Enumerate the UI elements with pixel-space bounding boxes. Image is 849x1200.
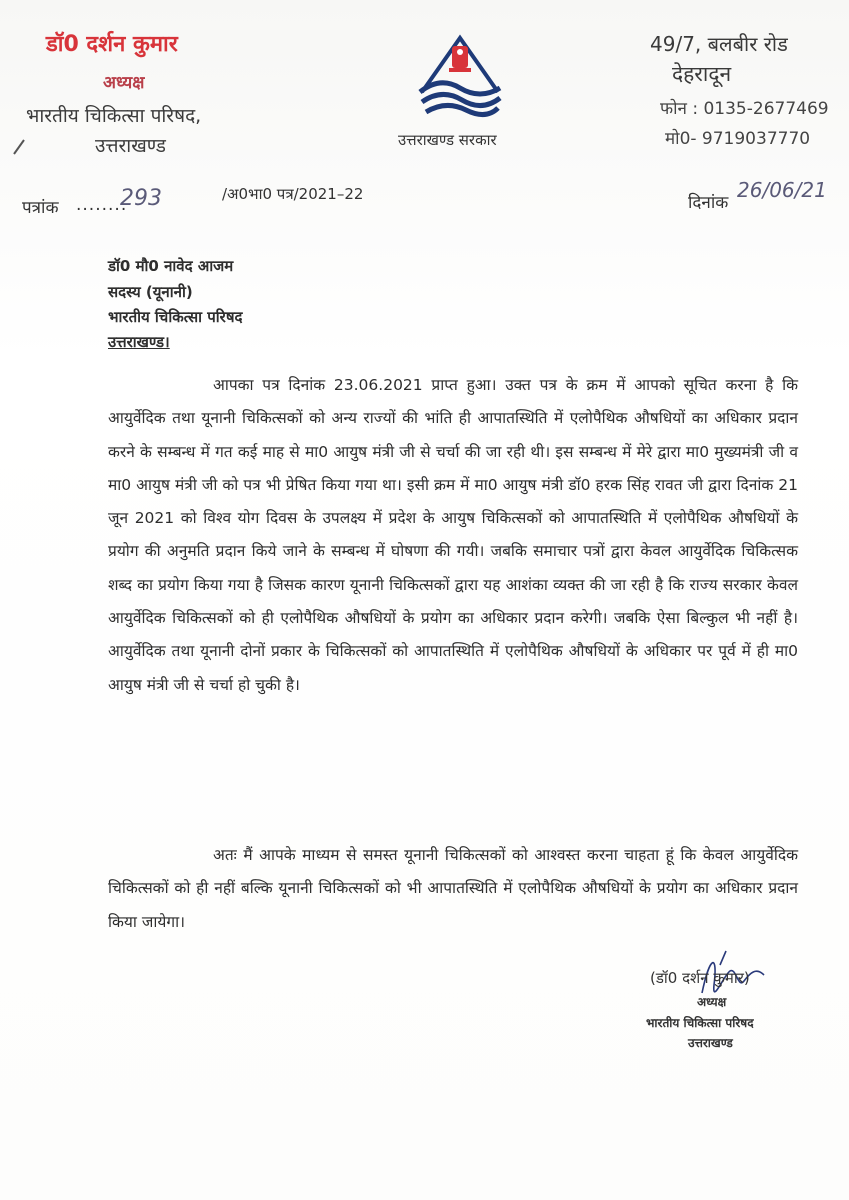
letterhead-state: उत्तराखण्ड <box>95 135 166 157</box>
reference-label: पत्रांक <box>22 198 59 218</box>
signatory-name: (डॉ0 दर्शन कुमार) <box>650 969 750 987</box>
government-label: उत्तराखण्ड सरकार <box>398 131 497 149</box>
mobile-number: मो0- 9719037770 <box>665 129 811 149</box>
address-line-1: 49/7, बलबीर रोड <box>650 32 788 56</box>
reference-number: 293 <box>120 186 162 211</box>
date-value: 26/06/21 <box>737 178 827 202</box>
reference-code: /अ0भा0 पत्र/2021–22 <box>222 185 364 203</box>
recipient-designation: सदस्य (यूनानी) <box>108 283 193 301</box>
signatory-organization: भारतीय चिकित्सा परिषद <box>646 1016 754 1030</box>
recipient-organization: भारतीय चिकित्सा परिषद <box>108 308 243 326</box>
signatory-designation: अध्यक्ष <box>697 995 727 1009</box>
recipient-state: उत्तराखण्ड। <box>108 333 170 351</box>
signatory-state: उत्तराखण्ड <box>688 1036 733 1050</box>
uttarakhand-emblem-icon <box>412 30 508 126</box>
body-paragraph-2: अतः मैं आपके माध्यम से समस्त यूनानी चिकित्सकों को आश्वस्त करना चाहता हूं कि केवल आयुर्वेदिक चिकित्सकों को ही नहीं बल्कि यूनानी चिकित्सकों को भी आपातस्थिति में एलोपैथिक औषधियों के प्रयोग का अधिकार प्रदान किया जायेगा। <box>108 846 798 931</box>
letterhead-organization: भारतीय चिकित्सा परिषद, <box>26 105 202 127</box>
address-line-2: देहरादून <box>672 62 732 86</box>
letterhead-name: डॉ0 दर्शन कुमार <box>46 32 178 57</box>
reference-dots: ........ <box>76 195 128 215</box>
body-paragraph-1: आपका पत्र दिनांक 23.06.2021 प्राप्त हुआ। उक्त पत्र के क्रम में आपको सूचित करना है कि आयुर्वेदिक तथा यूनानी चिकित्सकों को अन्य राज्यों की भांति ही आपातस्थिति में एलोपैथिक औषधियों का अधिकार प्रदान करने के सम्बन्ध में गत कई माह से मा0 आयुष मंत्री जी से चर्चा की जा रही थी। इस सम्बन्ध में मेरे द्वारा मा0 मुख्यमंत्री जी व मा0 आयुष मंत्री जी को पत्र भी प्रेषित किया गया था। इसी क्रम में मा0 आयुष मंत्री डॉ0 हरक सिंह रावत जी द्वारा दिनांक 21 जून 2021 को विश्व योग दिवस के उपलक्ष्य में प्रदेश के आयुष चिकित्सकों को आपातस्थिति में एलोपैथिक औषधियों के प्रयोग की अनुमति प्रदान किये जाने के सम्बन्ध में घोषणा की गयी। जबकि समाचार पत्रों द्वारा केवल आयुर्वेदिक चिकित्सक शब्द का प्रयोग किया गया है जिसक कारण यूनानी चिकित्सकों द्वारा यह आशंका व्यक्त की जा रही है कि राज्य सरकार केवल आयुर्वेदिक चिकित्सकों को ही एलोपैथिक औषधियों के प्रयोग का अधिकार प्रदान करेगी। जबकि ऐसा बिल्कुल भी नहीं है। आयुर्वेदिक तथा यूनानी दोनों प्रकार के चिकित्सकों को आपातस्थिति में एलोपैथिक औषधियों के अधिकार पर पूर्व में ही मा0 आयुष मंत्री जी से चर्चा हो चुकी है। <box>108 376 798 694</box>
pen-mark-icon <box>10 118 40 158</box>
recipient-name: डॉ0 मौ0 नावेद आजम <box>108 257 234 275</box>
letterhead-designation: अध्यक्ष <box>103 73 145 93</box>
date-label: दिनांक <box>688 193 729 213</box>
phone-number: फोन : 0135-2677469 <box>660 99 829 119</box>
